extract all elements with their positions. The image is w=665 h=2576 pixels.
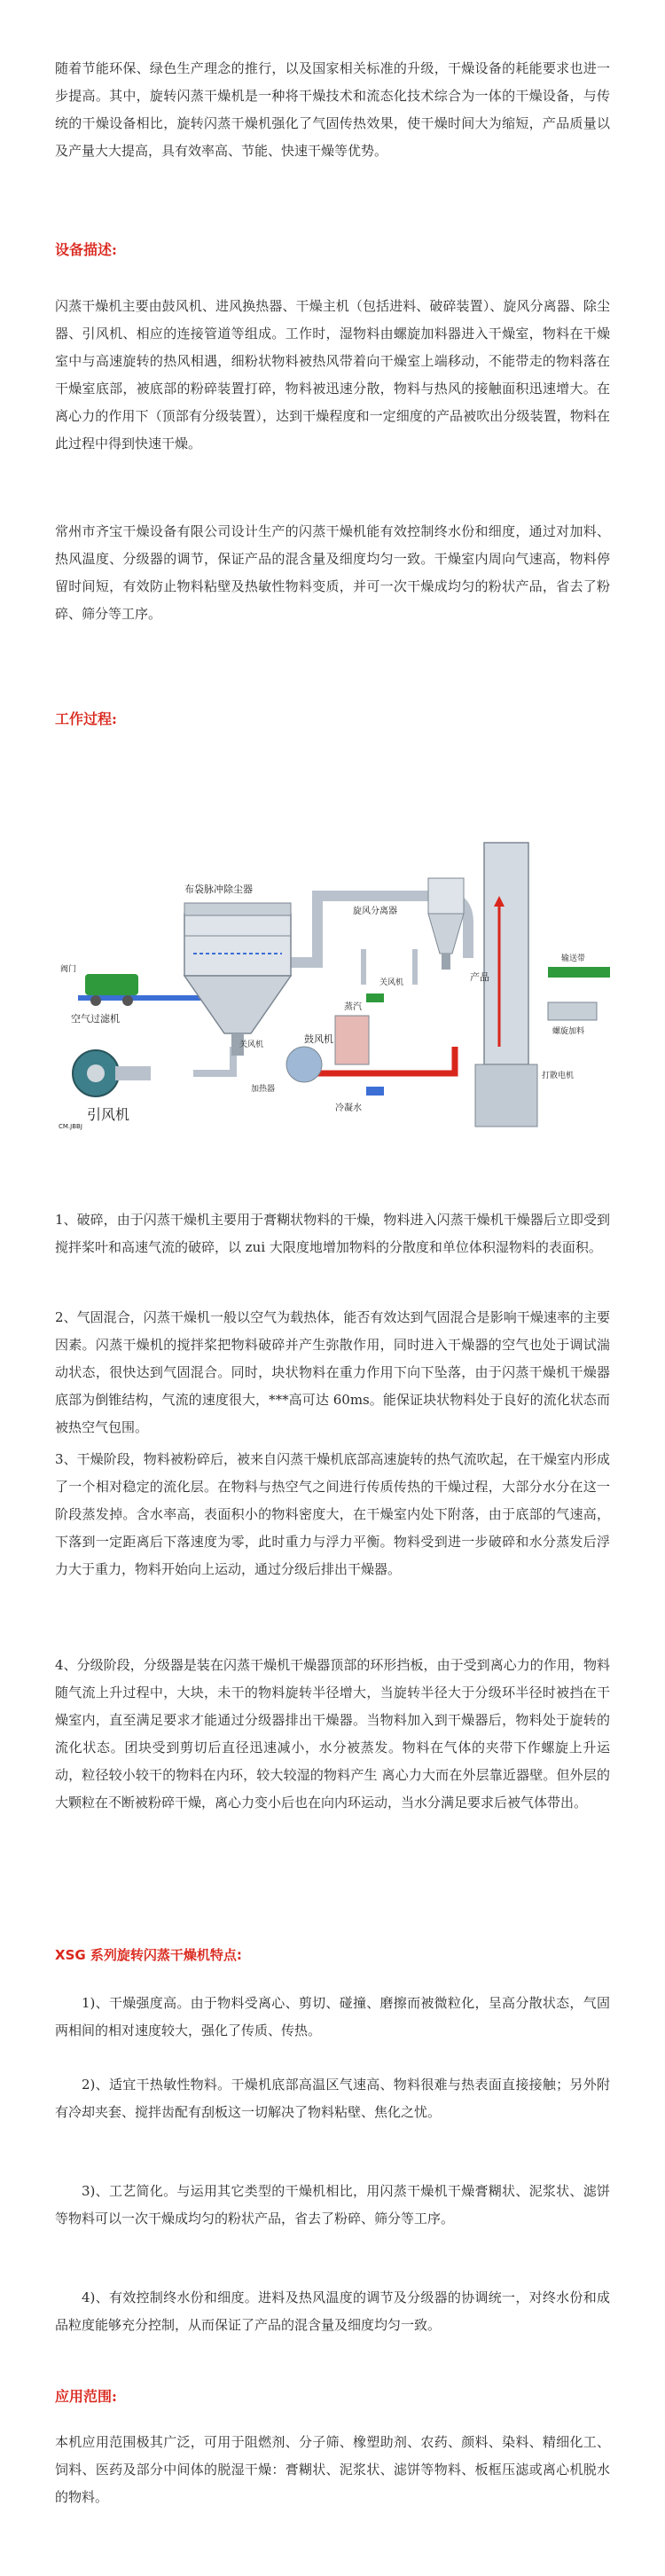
feature-item-3: 3)、工艺简化。与运用其它类型的干燥机相比，用闪蒸干燥机干燥膏糊状、泥浆状、滤饼等物料可以一次干燥成均匀的粉状产品，省去了粉碎、筛分等工序。 [55,2183,610,2227]
process-item-3: 3、干燥阶段，物料被粉碎后，被来自闪蒸干燥机底部高速旋转的热气流吹起，在干燥室内形成了一个相对稳定的流化层。在物料与热空气之间进行传质传热的干燥过程，大部分水分在这一阶段蒸发掉。含水率高，表面积小的物料密度大，在干燥室内处下附落，由于底部的气速高，下落到一定距离后下落速度为零，此时重力与浮力平衡。物料受到进一步破碎和水分蒸发后浮力大于重力，物料开始向上运动，通过分级后排出干燥器。 [55,1451,610,1577]
feature-item-1: 1)、干燥强度高。由于物料受离心、剪切、碰撞、磨擦而被微粒化，呈高分散状态，气固两相间的相对速度较大，强化了传质、传热。 [55,1995,610,2038]
watermark: CM.JBBJ [59,1123,82,1130]
intro-paragraph: 随着节能环保、绿色生产理念的推行，以及国家相关标准的升级，干燥设备的耗能要求也进一步提高。其中，旋转闪蒸干燥机是一种将干燥技术和流态化技术综合为一体的干燥设备，与传统的干燥设备相比，旋转闪蒸干燥机强化了气固传热效果，使干燥时间大为缩短，产品质量以及产量大大提高，具有效率高、节能、快速干燥等优势。 [55,60,610,159]
process-item-2: 2、气固混合，闪蒸干燥机一般以空气为载热体，能否有效达到气固混合是影响干燥速率的主要因素。闪蒸干燥机的搅拌桨把物料破碎并产生弥散作用，同时进入干燥器的空气也处于调试湍动状态，很快达到气固混合。同时，块状物料在重力作用下向下坠落，由于闪蒸干燥机干燥器底部为倒锥结构，气流的速度很大，***高可达 60ms。能保证块状物料处于良好的流化状态而被热空气包围。 [55,1309,610,1435]
bag-dust-collector [184,903,291,1056]
air-filter [85,974,138,1006]
label-motor: 打散电机 [542,1072,575,1080]
label-air-filter: 空气过滤机 [71,1013,120,1025]
label-cyclone: 旋风分离器 [353,907,397,916]
label-blower: 鼓风机 [304,1033,333,1045]
equipment-paragraph-2: 常州市齐宝干燥设备有限公司设计生产的闪蒸干燥机能有效控制终水份和细度，通过对加料、热风温度、分级器的调节，保证产品的混含量及细度均匀一致。干燥室内周向气速高，物料停留时间短，有效防止物料粘壁及热敏性物料变质，并可一次干燥成均匀的粉状产品，省去了粉碎、筛分等工序。 [55,523,610,622]
heater-blower [286,993,384,1096]
process-item-4: 4、分级阶段，分级器是装在闪蒸干燥机干燥器顶部的环形挡板，由于受到离心力的作用，物料随气流上升过程中，大块，未干的物料旋转半径增大，当旋转半径大于分级环半径时被挡在干燥室内，直至满足要求才能通过分级器排出干燥器。当物料加入到干燥器后，物料处于旋转的流化状态。团块受到剪切后直径迅速减小，水分被蒸发。物料在气体的夹带下作螺旋上升运动，粒径较小较干的物料在内环，较大较湿的物料产生 离心力大而在外层靠近器壁。但外层的大颗粒在不断被粉碎干燥，离心力变小后也在向内环运动，当水分满足要求后被气体带出。 [55,1657,610,1810]
label-valve-left: 阀门 [60,965,77,974]
process-diagram [51,781,614,1131]
process-heading: 工作过程: [55,711,117,727]
label-heater: 加热器 [251,1085,276,1094]
label-valve-2: 关风机 [379,978,404,987]
process-diagram-svg [51,781,614,1131]
equipment-heading: 设备描述: [55,241,117,258]
label-dust-collector: 布袋脉冲除尘器 [184,884,253,895]
feature-item-4: 4)、有效控制终水份和细度。进料及热风温度的调节及分级器的协调统一，对终水份和成品粒度能够充分控制，从而保证了产品的混含量及细度均匀一致。 [55,2289,610,2333]
label-product: 产品 [470,971,489,983]
label-steam: 蒸汽 [344,1002,362,1012]
application-heading: 应用范围: [55,2388,117,2405]
drying-tower [475,843,537,1127]
label-induced-fan: 引风机 [87,1106,130,1123]
process-item-1: 1、破碎，由于闪蒸干燥机主要用于膏糊状物料的干燥，物料进入闪蒸干燥机干燥器后立即受到搅拌桨叶和高速气流的破碎，以 zui 大限度地增加物料的分散度和单位体积湿物料的表面积。 [55,1212,610,1255]
equipment-paragraph-1: 闪蒸干燥机主要由鼓风机、进风换热器、干燥主机（包括进料、破碎装置）、旋风分离器、除尘器、引风机、相应的连接管道等组成。工作时，湿物料由螺旋加料器进入干燥室，物料在干燥室中与高速旋转的热风相遇，细粉状物料被热风带着向干燥室上端移动，不能带走的物料落在干燥室底部，被底部的粉碎装置打碎，物料被迅速分散，物料与热风的接触面积迅速增大。在离心力的作用下（顶部有分级装置），达到干燥程度和一定细度的产品被吹出分级装置，物料在此过程中得到快速干燥。 [55,298,610,452]
label-valve: 关风机 [239,1041,264,1049]
features-heading: XSG 系列旋转闪蒸干燥机特点: [55,1947,242,1963]
label-feeder: 螺旋加料 [552,1027,585,1036]
cyclone-separator [428,878,464,970]
application-paragraph: 本机应用范围极其广泛，可用于阻燃剂、分子筛、橡塑助剂、农药、颜料、染料、精细化工、饲料、医药及部分中间体的脱湿干燥：膏糊状、泥浆状、滤饼等物料、板框压滤或离心机脱水的物料。 [55,2434,610,2505]
conveyor-feeder [548,967,610,1020]
label-condensate: 冷凝水 [335,1103,362,1113]
induced-fan [73,1050,151,1096]
label-conveyor: 输送带 [561,954,586,963]
feature-item-2: 2)、适宜干热敏性物料。干燥机底部高温区气速高、物料很难与热表面直接接触；另外附有冷却夹套、搅拌齿配有刮板这一切解决了物料粘壁、焦化之忧。 [55,2077,610,2120]
